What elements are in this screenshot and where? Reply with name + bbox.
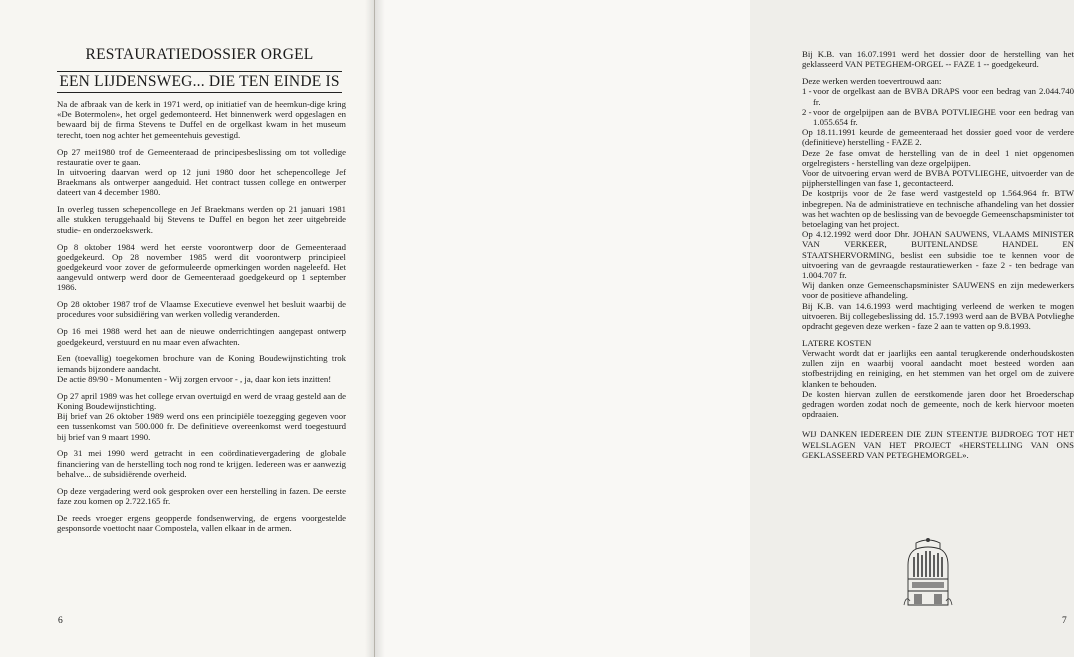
organ-illustration-icon bbox=[900, 535, 956, 607]
paragraph: De reeds vroeger ergens geopperde fondsenwerving, de ergens voorgestelde gesponsorde voettocht naar Compostela, vallen elkaar in de armen. bbox=[57, 512, 346, 533]
paragraph: Bij K.B. van 14.6.1993 werd machtiging verleend de werken te mogen uitvoeren. Bij collegebeslissing dd. 15.7.1993 werd aan de BVBA Potvlieghe opdracht gegeven deze werken - faze 2 aan te vatten op 9.8.1993. bbox=[802, 300, 1074, 331]
paragraph: In uitvoering daarvan werd op 12 juni 1980 door het schepencollege Jef Braekmans als ontwerper aangeduid. Het contract tussen college en ontwerper dateert van 4 december 1980. bbox=[57, 166, 346, 198]
list-item-number: 2 - bbox=[802, 106, 812, 117]
page-number-left: 6 bbox=[58, 616, 63, 626]
paragraph: Op 8 oktober 1984 werd het eerste voorontwerp door de Gemeenteraad goedgekeurd. Op 28 november 1985 werd dit voorontwerp principieel goedgekeurd voor zover de geformuleerde opmerkingen worden nageleefd. Het aangevuld ontwerp werd door de Gemeenteraad goedgekeurd op 1 september 1986. bbox=[57, 241, 346, 293]
list-item bbox=[802, 86, 1074, 106]
page-number-right: 7 bbox=[1062, 616, 1067, 626]
paragraph: Voor de uitvoering ervan werd de BVBA POTVLIEGHE, uitvoerder van de pijpherstellingen van fase 1, gecontacteerd. bbox=[802, 167, 1074, 189]
paragraph: Op 31 mei 1990 werd getracht in een coördinatievergadering de globale financiering van de herstelling toch nog rond te krijgen. Iedereen was er aanwezig behalve... de subsidiërende overheid. bbox=[57, 448, 346, 479]
list-item-number: 1 - bbox=[802, 86, 812, 97]
list-item bbox=[802, 107, 1074, 127]
paragraph: Op deze vergadering werd ook gesproken over een herstelling in fazen. De eerste faze zou komen op 2.722.165 fr. bbox=[57, 485, 346, 506]
thanks-statement: WIJ DANKEN IEDEREEN DIE ZIJN STEENTJE BIJDROEG TOT HET WELSLAGEN VAN HET PROJECT «HERSTELLING VAN ONS GEKLASSEERD VAN PETEGHEMORGEL». bbox=[802, 429, 1074, 460]
paragraph: Op 4.12.1992 werd door Dhr. JOHAN SAUWENS, VLAAMS MINISTER VAN VERKEER, BUITENLANDSE HANDEL EN STAATSHERVORMING, beslist een subsidie toe te kennen voor de uitvoering van de gevraagde restauratiewerken - faze 2 - ten bedrage van 1.004.707 fr. bbox=[802, 229, 1074, 280]
right-page bbox=[375, 0, 1074, 657]
section-heading: LATERE KOSTEN bbox=[802, 337, 872, 348]
left-page bbox=[0, 0, 375, 657]
left-text-column bbox=[57, 99, 346, 540]
paragraph: In overleg tussen schepencollege en Jef Braekmans werden op 21 januari 1981 alle stukken teruggehaald bij Stevens te Duffel en begon het zeer uitgebreide studie- en onderzoekswerk. bbox=[57, 204, 346, 235]
paragraph: Op 16 mei 1988 werd het aan de nieuwe onderrichtingen aangepast ontwerp goedgekeurd, verstuurd en nu maar even afwachten. bbox=[57, 326, 346, 347]
paragraph: Op 27 mei1980 trof de Gemeenteraad de principesbeslissing om tot volledige restauratie over te gaan. bbox=[57, 146, 346, 167]
paragraph: De kostprijs voor de 2e fase werd vastgesteld op 1.564.964 fr. BTW inbegrepen. Na de administratieve en technische afhandeling van het dossier was het wachten op de beslissing van de bevoegde Gemeenschapsminister tot betoelaging van het project. bbox=[802, 188, 1074, 229]
paragraph: Deze 2e fase omvat de herstelling van de in deel 1 niet opgenomen orgelregisters - herstelling van deze orgelpijpen. bbox=[802, 147, 1074, 168]
paragraph: De actie 89/90 - Monumenten - Wij zorgen ervoor - , ja, daar kon iets inzitten! bbox=[57, 373, 332, 384]
paragraph: De kosten hiervan zullen de eerstkomende jaren door het Broederschap gedragen worden zodat noch de gemeente, noch de kerk hiervoor moeten opdraaien. bbox=[802, 388, 1074, 420]
paragraph: Na de afbraak van de kerk in 1971 werd, op initiatief van de heemkun-dige kring «De Botermolen», het orgel gedemonteerd. Het binnenwerk werd opgeslagen en bewaard bij de firma Stevens te Duffel en de orgelkast kwam in het museum terecht, toen nog achter het gemeentehuis gevestigd. bbox=[57, 99, 346, 140]
list-item-text: voor de orgelpijpen aan de BVBA POTVLIEGHE voor een bedrag van 1.055.654 fr. bbox=[813, 106, 1074, 127]
paragraph: Bij K.B. van 16.07.1991 werd het dossier door de herstelling van het geklasseerd VAN PETEGHEM-ORGEL -- FAZE 1 -- goedgekeurd. bbox=[802, 49, 1074, 70]
paragraph: Deze werken werden toevertrouwd aan: bbox=[802, 76, 942, 87]
paragraph: Wij danken onze Gemeenschapsminister SAUWENS en zijn medewerkers voor de positieve afhandeling. bbox=[802, 280, 1074, 301]
paragraph: Op 27 april 1989 was het college ervan overtuigd en werd de vraag gesteld aan de Koning Boudewijnstichting. bbox=[57, 390, 346, 411]
paragraph: Een (toevallig) toegekomen brochure van de Koning Boudewijnstichting trok iemands bijzondere aandacht. bbox=[57, 353, 346, 374]
paragraph: Verwacht wordt dat er jaarlijks een aantal terugkerende onderhoudskosten zullen zijn en waarbij vooral aandacht moet besteed worden aan stofbestrijding en reiniging, en het stemmen van het orgel om de zuivere klanken te behouden. bbox=[802, 348, 1074, 389]
paragraph: Bij brief van 26 oktober 1989 werd ons een principiële toezegging gegeven voor een tussenkomst van 500.000 fr. De definitieve overeenkomst werd toegestuurd bij brief van 9 maart 1990. bbox=[57, 411, 346, 442]
title-line-1: RESTAURATIEDOSSIER ORGEL bbox=[85, 46, 314, 63]
right-text-column bbox=[802, 49, 1074, 467]
title-line-2: EEN LIJDENSWEG... DIE TEN EINDE IS bbox=[57, 71, 342, 93]
list-item-text: voor de orgelkast aan de BVBA DRAPS voor een bedrag van 2.044.740 fr. bbox=[813, 86, 1074, 107]
paragraph: Op 28 oktober 1987 trof de Vlaamse Executieve evenwel het besluit waarbij de procedures voor subsidiëring van werken volledig veranderden. bbox=[57, 299, 346, 320]
paragraph: Op 18.11.1991 keurde de gemeenteraad het dossier goed voor de verdere (definitieve) herstelling - FAZE 2. bbox=[802, 127, 1074, 148]
